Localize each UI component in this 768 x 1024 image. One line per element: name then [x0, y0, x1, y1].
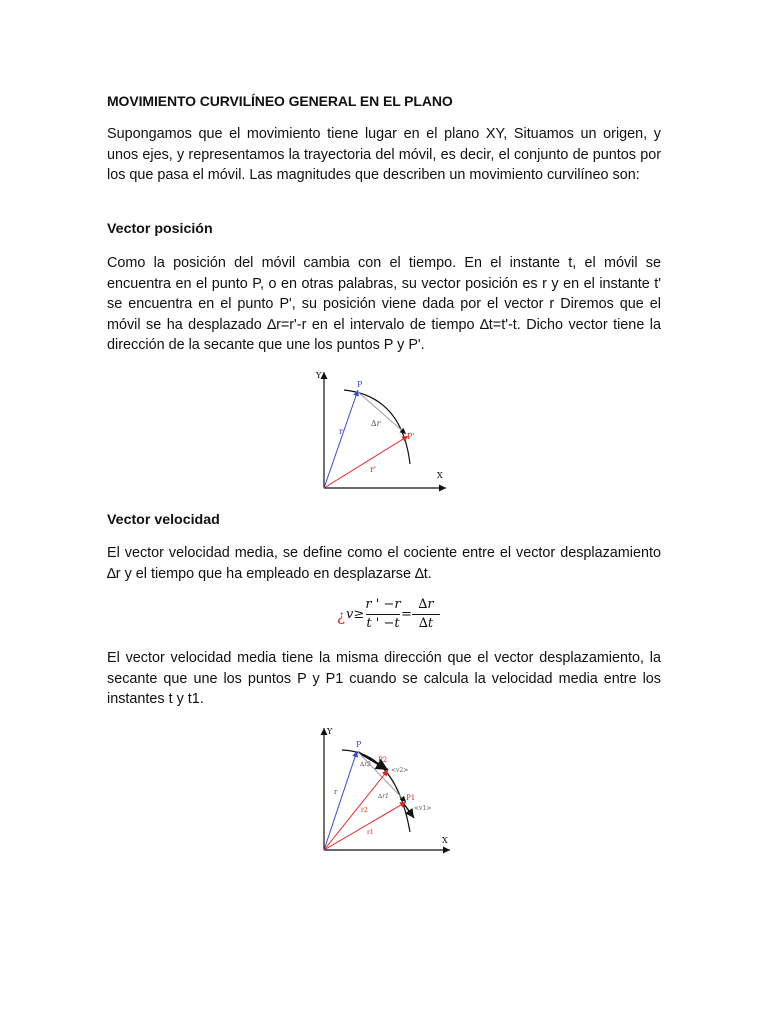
label-point-p-prime: P' — [407, 432, 415, 441]
label-point-p2: P2 — [378, 756, 388, 764]
formula-fraction-1 — [365, 596, 401, 633]
formula-fraction-2 — [411, 596, 441, 633]
label-y-axis-2: Y — [327, 727, 333, 736]
page-title: MOVIMIENTO CURVILÍNEO GENERAL EN EL PLANO — [107, 93, 453, 109]
label-point-p: P — [357, 380, 363, 389]
formula-denominator-1: t ' −t — [366, 616, 400, 631]
formula-numerator-1: r ' −r — [365, 597, 401, 612]
label-delta-r: ∆r — [371, 419, 381, 428]
formula-marker: ¿ — [337, 607, 346, 625]
position-vector-r — [324, 390, 358, 488]
label-point-p-2: P — [356, 740, 362, 749]
label-x-axis-2: X — [442, 836, 448, 845]
label-vector-r: r — [339, 427, 343, 436]
label-v2: <v2> — [391, 767, 409, 774]
label-vector-r-prime: r' — [370, 465, 377, 474]
label-point-p1: P1 — [406, 794, 416, 802]
velocity-paragraph-1: El vector velocidad media, se define como el cociente entre el vector desplazamiento ∆r y el tiempo que ha empleado en desplazarse ∆t. — [107, 545, 661, 582]
heading-position-vector: Vector posición — [107, 221, 213, 237]
label-delta-r2: ∆r2 — [360, 761, 371, 768]
average-velocity-diagram — [312, 724, 456, 858]
label-delta-r1: ∆r1 — [378, 793, 389, 800]
formula-equals: = — [401, 607, 412, 622]
position-vector-r-prime — [324, 436, 408, 488]
label-vector-r-2: r — [334, 788, 338, 796]
formula-numerator-2: ∆r — [418, 597, 434, 612]
position-vector-diagram — [306, 366, 454, 496]
vector-r — [324, 751, 357, 850]
heading-velocity-vector: Vector velocidad — [107, 512, 220, 528]
intro-paragraph: Supongamos que el movimiento tiene lugar en el plano XY, Situamos un origen, y unos ejes, y representamos la trayectoria del móvil, es decir, el conjunto de puntos por los que pasa el móvil. Las magnitudes que describen un movimiento curvilíneo son: — [107, 126, 661, 184]
label-v1: <v1> — [414, 805, 432, 812]
label-x-axis: X — [437, 471, 443, 480]
label-y-axis: Y — [316, 371, 322, 380]
label-vector-r2: r2 — [361, 807, 368, 814]
label-vector-r1: r1 — [367, 829, 374, 836]
vector-r2 — [324, 770, 388, 850]
secant-line — [358, 392, 406, 434]
velocity-paragraph-2: El vector velocidad media tiene la misma dirección que el vector desplazamiento, la secante que une los puntos P y P1 cuando se calcula la velocidad media entre los instantes t y t1. — [107, 650, 661, 708]
position-paragraph: Como la posición del móvil cambia con el tiempo. En el instante t, el móvil se encuentra en el punto P, o en otras palabras, su vector posición es r y en el instante t' se encuentra en el punto P', su posición viene dada por el vector r Diremos que el móvil se ha desplazado ∆r=r'-r en el intervalo de tiempo ∆t=t'-t. Dicho vector tiene la dirección de la secante que une los puntos P y P'. — [107, 255, 661, 354]
formula-lhs: v≥ — [346, 607, 365, 622]
average-velocity-formula — [300, 594, 470, 638]
formula-denominator-2: ∆t — [418, 616, 434, 631]
